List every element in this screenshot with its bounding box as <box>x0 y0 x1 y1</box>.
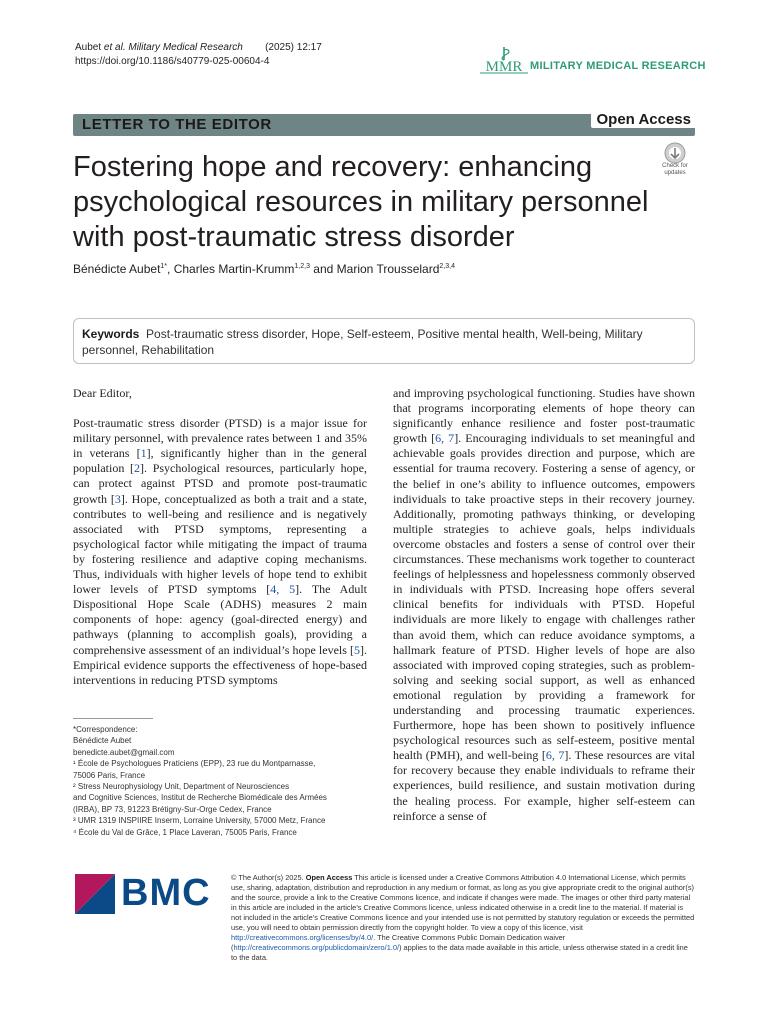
cc0-link[interactable]: http://creativecommons.org/publicdomain/zero/1.0/ <box>233 943 400 952</box>
footnotes <box>73 724 373 838</box>
citation-link[interactable]: 4, 5 <box>270 582 296 597</box>
affiliation-line: 75006 Paris, France <box>73 770 146 780</box>
publisher-logo <box>75 874 213 914</box>
article-type: LETTER TO THE EDITOR <box>82 116 272 133</box>
author-list: Bénédicte Aubet$^{1*}$, Charles Martin-Krumm$^{1,2,3}$ and Marion Trousselard$^{2,3,4}$ <box>73 262 455 276</box>
body-column-left <box>73 386 367 688</box>
citation-link[interactable]: 1 <box>140 446 147 461</box>
author-affiliation: 2,3,4 <box>439 263 455 270</box>
doi-link[interactable]: https://doi.org/10.1186/s40779-025-00604-4 <box>75 56 270 67</box>
affiliation-line: ⁴ École du Val de Grâce, 1 Place Laveran, 75005 Paris, France <box>73 827 297 837</box>
header-journal: et al. Military Medical Research <box>103 42 243 53</box>
article-title: Fostering hope and recovery: enhancing psychological resources in military personnel with post-traumatic stress disorder <box>73 151 649 253</box>
author-name[interactable]: Marion Trousselard <box>336 262 440 276</box>
affiliation-line: (IRBA), BP 73, 91223 Brétigny-Sur-Orge Cedex, France <box>73 804 272 814</box>
body-column-right <box>393 386 695 824</box>
citation-link[interactable]: 3 <box>114 491 121 506</box>
citation-link[interactable]: 6, 7 <box>545 748 565 763</box>
publisher-name: BMC <box>121 872 211 914</box>
body-paragraph: and improving psychological functioning. Studies have shown that programs incorporating elements of hope theory can significantly enhance resilience and foster post-traumatic growth [6, 7]. Encouraging individuals to set meaningful and achievable goals provides direction and purpose, which are essential for trauma recovery. Fostering a sense of agency, or the belief in one’s ability to influence outcomes, empowers individuals to take proactive steps in their recovery journey. Additionally, promoting pathways thinking, or developing multiple strategies to achieve goals, helps individuals overcome obstacles and fosters a sense of control over their circumstances. These mechanisms work together to counteract feelings of helplessness and hopelessness commonly observed in individuals with PTSD. Increasing hope offers several clinical benefits for individuals with PTSD. Hopeful individuals are more likely to engage with challenges rather than avoid them, which can reduce avoidance symptoms, a hallmark feature of PTSD. Higher levels of hope are also associated with improved coping strategies, such as problem-solving and seeking social support, as well as enhanced emotional regulation by providing a framework for understanding and processing traumatic experiences. Furthermore, hope has been shown to positively influence psychological resources such as self-esteem, positive mental health (PMH), and well-being [6, 7]. These resources are vital for recovery because they enable individuals to reframe their experiences, build resilience, and sustain motivation during the healing process. For example, higher self-esteem can reinforce a sense of <box>393 386 696 823</box>
keywords-label: Keywords <box>82 327 140 341</box>
citation-link[interactable]: 2 <box>134 461 141 476</box>
article-type-banner <box>73 111 695 136</box>
journal-name: MILITARY MEDICAL RESEARCH <box>530 60 706 72</box>
keywords-text: Post-traumatic stress disorder, Hope, Self-esteem, Positive mental health, Well-being, Military personnel, Rehabilitation <box>82 327 643 357</box>
license-statement: © The Author(s) 2025. Open Access This article is licensed under a Creative Commons Attribution 4.0 International License, which permits use, sharing, adaptation, distribution and reproduction in any medium or format, as long as you give appropriate credit to the original author(s) and the source, provide a link to the Creative Commons licence, and indicate if changes were made. The images or other third party material in this article are included in the article’s Creative Commons licence, unless indicated otherwise in a credit line to the material. If material is not included in the article’s Creative Commons licence and your intended use is not permitted by statutory regulation or exceeds the permitted use, you will need to obtain permission directly from the copyright holder. To view a copy of this licence, visit http://creativecommons.org/licenses/by/4.0/. The Creative Commons Public Domain Dedication waiver (http://creativecommons.org/publicdomain/zero/1.0/) applies to the data made available in this article, unless otherwise stated in a credit line to the data. <box>231 873 695 962</box>
journal-logo <box>478 46 706 76</box>
license-link[interactable]: http://creativecommons.org/licenses/by/4.0/ <box>231 933 374 942</box>
running-header <box>75 41 322 69</box>
bmc-logo-icon <box>75 874 117 914</box>
author-name[interactable]: Charles Martin-Krumm <box>173 262 295 276</box>
footnote-divider <box>73 718 153 719</box>
body-paragraph: Post-traumatic stress disorder (PTSD) is a major issue for military personnel, with prevalence rates between 1 and 35% in veterans [1], significantly higher than in the general population [2]. Psychological resources, particularly hope, can protect against PTSD and promote post-traumatic growth [3]. Hope, conceptualized as both a trait and a state, contributes to well-being and resilience and is negatively associated with PTSD symptoms, representing a psychological factor while mitigating the impact of trauma by fostering resilience and adaptive coping mechanisms. Thus, individuals with higher levels of hope tend to exhibit lower levels of PTSD symptoms [4, 5]. The Adult Dispositional Hope Scale (ADHS) measures 2 main components of hope: agency (goal-directed energy) and pathways (planning to accomplish goals), providing a comprehensive assessment of an individual’s hope levels [5]. Empirical evidence supports the effectiveness of hope-based interventions in reducing PTSD symptoms <box>73 416 368 687</box>
check-for-updates-button[interactable] <box>655 142 695 180</box>
affiliation-line: and Cognitive Sciences, Institut de Recherche Biomédicale des Armées <box>73 793 327 803</box>
author-name[interactable]: Bénédicte Aubet <box>73 262 161 276</box>
check-updates-icon <box>655 142 695 164</box>
author-affiliation: 1,2,3 <box>294 263 310 270</box>
mmr-logo-icon <box>478 46 530 76</box>
correspondence-label: *Correspondence: <box>73 725 138 734</box>
journal-logo-text: MMR <box>485 59 523 75</box>
salutation: Dear Editor, <box>73 386 132 400</box>
author-affiliation: 1* <box>160 263 168 270</box>
affiliation-line: ³ UMR 1319 INSPIIRE Inserm, Lorraine University, 57000 Metz, France <box>73 816 326 826</box>
header-year-volume: (2025) 12:17 <box>265 42 322 53</box>
check-updates-label: Check for updates <box>662 163 688 176</box>
open-access-badge: Open Access <box>591 111 696 128</box>
header-author: Aubet <box>75 42 104 53</box>
keywords-box <box>73 318 695 364</box>
affiliation-line: ² Stress Neurophysiology Unit, Department of Neurosciences <box>73 782 290 792</box>
citation-link[interactable]: 5 <box>354 642 360 657</box>
citation-link[interactable]: 6, 7 <box>435 431 455 446</box>
correspondence-name: Bénédicte Aubet <box>73 736 132 746</box>
affiliation-line: ¹ École de Psychologues Praticiens (EPP), 23 rue du Montparnasse, <box>73 759 316 769</box>
open-access-label: Open Access <box>305 873 353 882</box>
correspondence-email[interactable]: benedicte.aubet@gmail.com <box>73 747 175 757</box>
